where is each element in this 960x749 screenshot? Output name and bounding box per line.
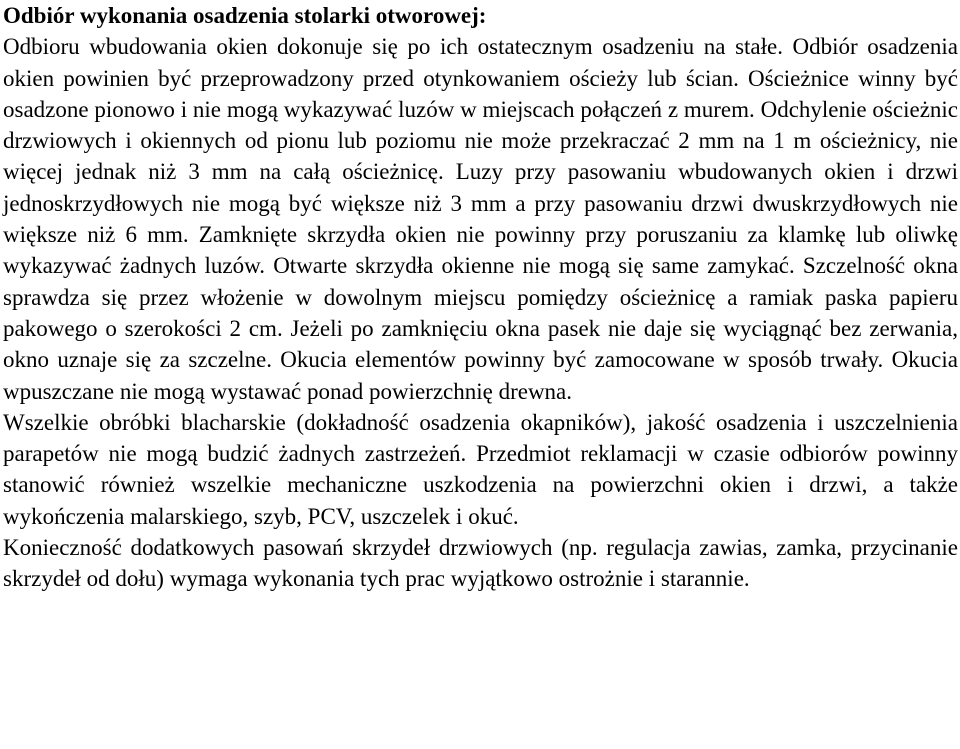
section-heading: Odbiór wykonania osadzenia stolarki otworowej: <box>3 3 487 28</box>
paragraph-window-acceptance: Odbioru wbudowania okien dokonuje się po ich ostatecznym osadzeniu na stałe. Odbiór osadzenia okien powinien być przeprowadzony przed otynkowaniem ościeży lub ścian. Ościeżnice winny być osadzone pionowo i nie mogą wykazywać luzów w miejscach połączeń z murem. Odchylenie ościeżnic drzwiowych i okiennych od pionu lub poziomu nie może przekraczać 2 mm na 1 m ościeżnicy, nie więcej jednak niż 3 mm na całą ościeżnicę. Luzy przy pasowaniu wbudowanych okien i drzwi jednoskrzydłowych nie mogą być większe niż 3 mm a przy pasowaniu drzwi dwuskrzydłowych nie większe niż 6 mm. Zamknięte skrzydła okien nie powinny przy poruszaniu za klamkę lub oliwkę wykazywać żadnych luzów. Otwarte skrzydła okienne nie mogą się same zamykać. Szczelność okna sprawdza się przez włożenie w dowolnym miejscu pomiędzy ościeżnicę a ramiak paska papieru pakowego o szerokości 2 cm. Jeżeli po zamknięciu okna pasek nie daje się wyciągnąć bez zerwania, okno uznaje się za szczelne. Okucia elementów powinny być zamocowane w sposób trwały. Okucia wpuszczane nie mogą wystawać ponad powierzchnię drewna. <box>3 34 958 404</box>
paragraph-door-fitting: Konieczność dodatkowych pasowań skrzydeł drzwiowych (np. regulacja zawias, zamka, przycinanie skrzydeł od dołu) wymaga wykonania tych prac wyjątkowo ostrożnie i starannie. <box>3 535 958 592</box>
paragraph-sheet-metal-works: Wszelkie obróbki blacharskie (dokładność osadzenia okapników), jakość osadzenia i uszczelnienia parapetów nie mogą budzić żadnych zastrzeżeń. Przedmiot reklamacji w czasie odbiorów powinny stanowić również wszelkie mechaniczne uszkodzenia na powierzchni okien i drzwi, a także wykończenia malarskiego, szyb, PCV, uszczelek i okuć. <box>3 409 958 529</box>
document-body <box>3 0 958 595</box>
